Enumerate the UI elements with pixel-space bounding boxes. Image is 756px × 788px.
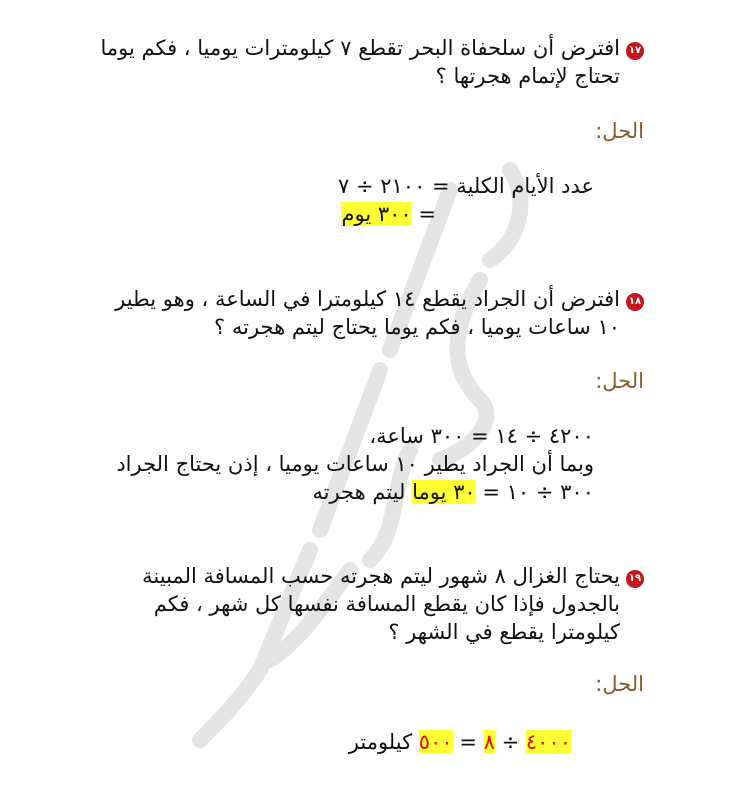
question-number-badge: ١٧	[626, 42, 644, 60]
q19-text-2: بالجدول فإذا كان يقطع المسافة نفسها كل شهر ، فكم	[153, 592, 620, 616]
q18-line-1	[115, 285, 644, 313]
q17-text: افترض أن سلحفاة البحر تقطع ٧ كيلومترات يوميا ، فكم يوما	[100, 36, 620, 60]
equals-sign: =	[418, 202, 436, 226]
q18-calc-2: وبما أن الجراد يطير ١٠ ساعات يوميا ، إذن يحتاج الجراد	[116, 452, 594, 476]
equals-sign: =	[459, 730, 477, 754]
q18-calc-3-expr: ٣٠٠ ÷ ١٠ =	[482, 480, 594, 504]
q19-line-1	[142, 562, 644, 590]
q19-dividend: ٤٠٠٠	[525, 730, 571, 754]
question-number-badge: ١٩	[626, 570, 644, 588]
q17-solution-label: الحل:	[595, 119, 644, 143]
q19-solution-label: الحل:	[595, 672, 644, 696]
q19-line-3	[388, 618, 620, 646]
q17-text-2: تحتاج لإتمام هجرتها ؟	[435, 64, 620, 88]
q19-unit: كيلومتر	[348, 730, 413, 754]
q18-calc-3-tail: ليتم هجرته	[312, 480, 406, 504]
q18-text: افترض أن الجراد يقطع ١٤ كيلومترا في الساعة ، وهو يطير	[115, 287, 620, 311]
q18-line-2	[214, 313, 620, 341]
q17-line-2	[436, 62, 620, 90]
q17-answer: ٣٠٠ يوم	[341, 202, 412, 226]
q18-calc-3	[312, 478, 594, 506]
q18-solution-label: الحل:	[595, 369, 644, 393]
q19-divisor: ٨	[483, 730, 495, 754]
division-sign: ÷	[501, 730, 520, 754]
q18-text-2: ١٠ ساعات يوميا ، فكم يوما يحتاج ليتم هجرته ؟	[214, 315, 620, 339]
q19-text-3: كيلومترا يقطع في الشهر ؟	[388, 620, 620, 644]
q19-calc	[349, 728, 571, 756]
q18-calc-1: ٤٢٠٠ ÷ ١٤ = ٣٠٠ ساعة،	[369, 424, 594, 448]
q18-answer: ٣٠ يوما	[412, 480, 476, 504]
q17-calc-1: عدد الأيام الكلية = ٢١٠٠ ÷ ٧	[338, 174, 594, 198]
q17-line-1	[100, 34, 644, 62]
question-number-badge: ١٨	[626, 293, 644, 311]
q19-line-2	[154, 590, 620, 618]
q19-answer: ٥٠٠	[418, 730, 453, 754]
q17-calc-2	[341, 200, 436, 228]
q19-text: يحتاج الغزال ٨ شهور ليتم هجرته حسب المسافة المبينة	[142, 564, 620, 588]
